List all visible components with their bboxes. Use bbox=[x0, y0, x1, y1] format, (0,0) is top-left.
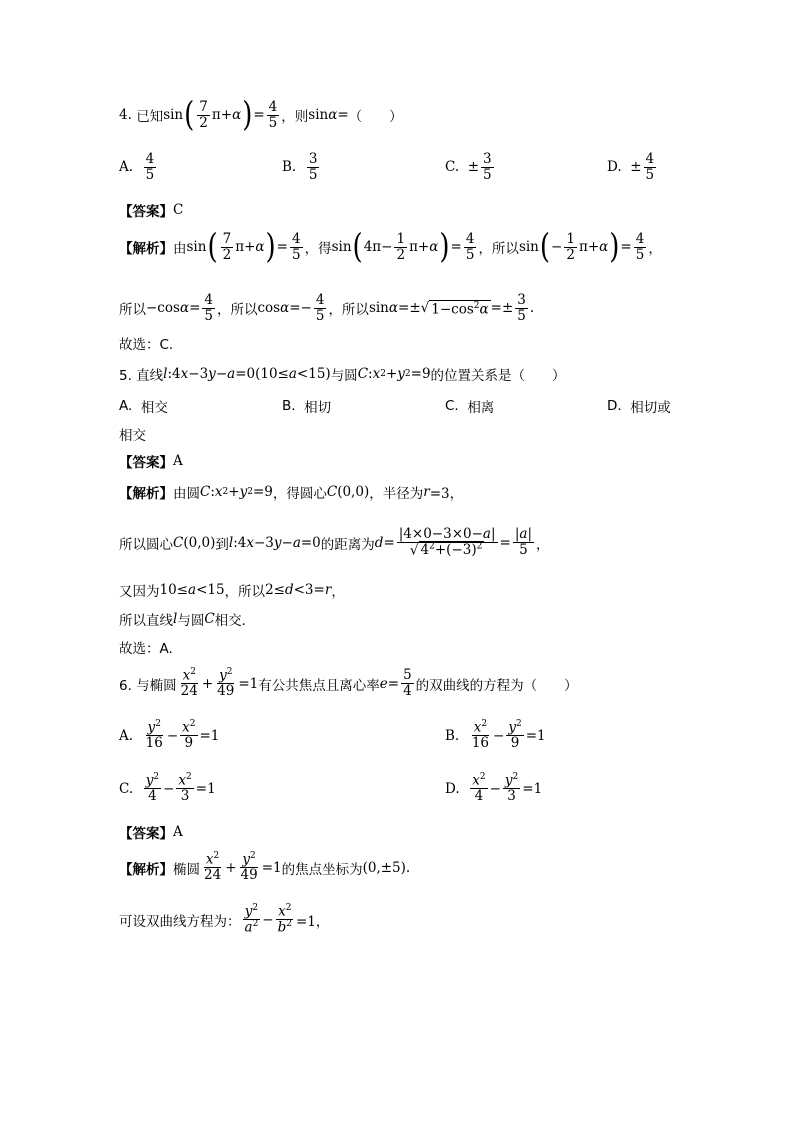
q4-option-d: D. ± $\frac{4}{5}$ bbox=[607, 151, 655, 183]
q5-option-d: D. 相切或 bbox=[607, 398, 671, 416]
q4-option-a: A. $\frac{4}{5}$ bbox=[119, 151, 155, 183]
q5-stem: 5. 直线 l :4 x −3 y − a =0(10≤ a <15) 与圆 C : x 2 + y 2 =9 的位置关系是（ ） bbox=[119, 366, 566, 384]
q4-select: 故选：C. bbox=[119, 337, 174, 353]
q6-answer: 【答案】 A bbox=[119, 824, 183, 842]
q6-analysis-line1: 【解析】 椭圆 $\frac{x^2}{24}$ + $\frac{y^2}{49}$ =1 的焦点坐标为 (0,±5). bbox=[119, 851, 411, 884]
q5-option-a: A. 相交 bbox=[119, 398, 168, 416]
q4-answer: 【答案】 C bbox=[119, 202, 184, 220]
q5-option-b: B. 相切 bbox=[282, 398, 332, 416]
q5-analysis-line2: 所以圆心 C (0,0) 到 l :4 x −3 y − a =0 的距离为 d = $\frac{|4\times 0-3\times 0-a|}{√ 4^2+(-3)^2}$ = $\frac{|a|}{5}$ ， bbox=[119, 526, 550, 559]
q6-option-d: D. $\frac{x^2}{4}$ − $\frac{y^2}{3}$ =1 bbox=[445, 772, 543, 805]
q4-analysis-line2: 所以 −cos α = $\frac{4}{5}$ ，所以 cos α =− $\frac{4}{5}$ ，所以 sin α =±√ $1-\cos^2\alpha$ =± $\frac{3}{5}$ . bbox=[119, 292, 535, 324]
q5-analysis-line1: 【解析】 由圆 C : x 2 + y 2 =9 ，得圆心 C (0,0) ，半径为 r =3， bbox=[119, 484, 464, 502]
q6-option-b: B. $\frac{x^2}{16}$ − $\frac{y^2}{9}$ =1 bbox=[445, 719, 546, 752]
q5-option-d-cont: 相交 bbox=[119, 428, 146, 444]
q6-option-c: C. $\frac{y^2}{4}$ − $\frac{x^2}{3}$ =1 bbox=[119, 772, 216, 805]
q4-stem: 4. 已知 sin ( $\frac{7}{2}$ π+ α ) = $\frac{4}{5}$ ，则 sin α = （ ） bbox=[119, 95, 403, 135]
q5-select: 故选：A. bbox=[119, 641, 173, 657]
q4-analysis-line1: 【解析】 由 sin ( $\frac{7}{2}$ π+ α ) = $\frac{4}{5}$ ，得 sin ( 4π− $\frac{1}{2}$ π+ α ) = $\frac{4}{5}$ ，所以 sin ( − $\frac{1}{2}$ π+ α ) = $\frac{4}{5}$ ， bbox=[119, 227, 662, 267]
q4-option-c: C. ± $\frac{3}{5}$ bbox=[445, 151, 492, 183]
q6-option-a: A. $\frac{y^2}{16}$ − $\frac{x^2}{9}$ =1 bbox=[119, 719, 220, 752]
q6-stem: 6. 与椭圆 $\frac{x^2}{24}$ + $\frac{y^2}{49}$ =1 有公共焦点且离心率 e = $\frac{5}{4}$ 的双曲线的方程为（ ） bbox=[119, 667, 578, 700]
q4-option-b: B. $\frac{3}{5}$ bbox=[282, 151, 318, 183]
q5-analysis-line3: 又因为 10≤ a <15 ，所以 2≤ d <3= r ， bbox=[119, 582, 345, 600]
q5-analysis-line4: 所以直线 l 与圆 C 相交. bbox=[119, 611, 246, 629]
q5-answer: 【答案】 A bbox=[119, 453, 183, 471]
q5-option-c: C. 相离 bbox=[445, 398, 495, 416]
q6-analysis-line2: 可设双曲线方程为： $\frac{y^2}{a^2}$ − $\frac{x^2}{b^2}$ =1， bbox=[119, 903, 330, 936]
